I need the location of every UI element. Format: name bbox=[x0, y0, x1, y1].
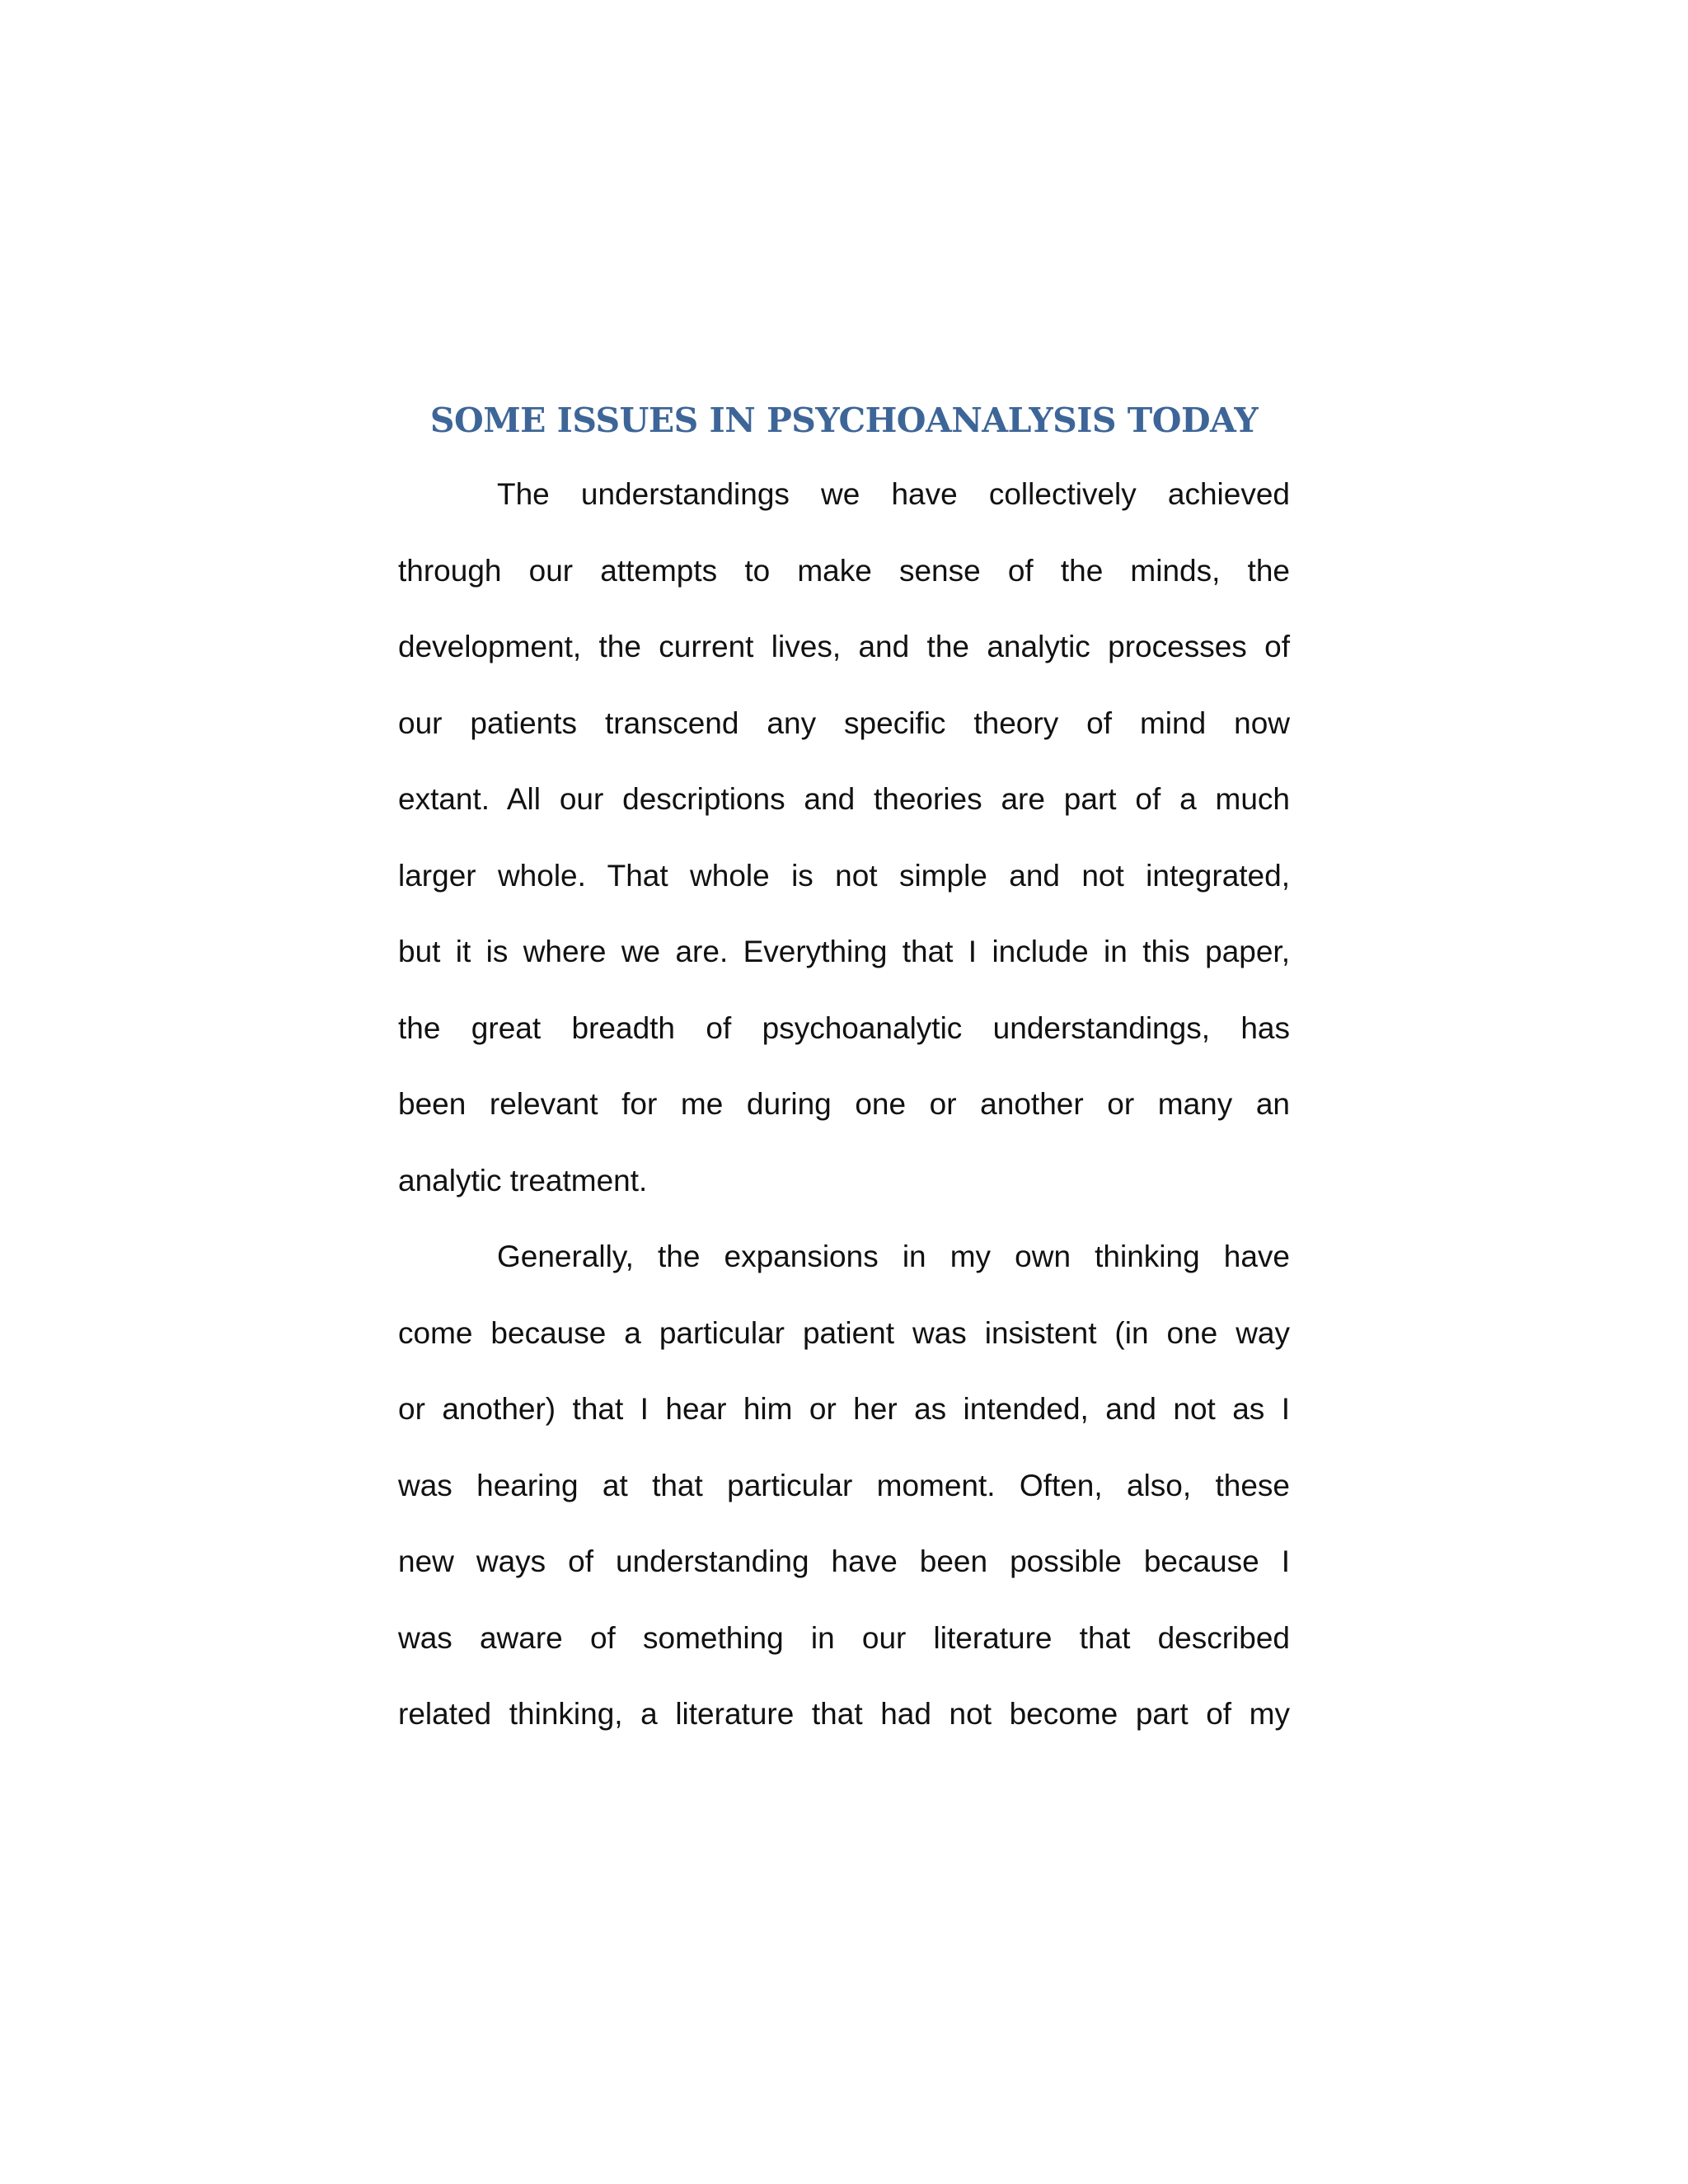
text-line: related thinking, a literature that had not become part of my bbox=[398, 1697, 1290, 1731]
text-line: or another) that I hear him or her as intended, and not as I bbox=[398, 1392, 1290, 1426]
text-line: come because a particular patient was insistent (in one way bbox=[398, 1315, 1290, 1350]
text-line: was aware of something in our literature that described bbox=[398, 1620, 1290, 1655]
text-line: our patients transcend any specific theory of mind now bbox=[398, 705, 1290, 740]
text-line: larger whole. That whole is not simple and not integrated, bbox=[398, 858, 1290, 893]
text-line: was hearing at that particular moment. Often, also, these bbox=[398, 1468, 1290, 1502]
document-body bbox=[398, 468, 1290, 1765]
text-line: extant. All our descriptions and theories are part of a much bbox=[398, 782, 1290, 816]
text-line: but it is where we are. Everything that I include in this paper, bbox=[398, 935, 1290, 968]
text-line: Generally, the expansions in my own thinking have bbox=[497, 1240, 1290, 1273]
text-line: development, the current lives, and the analytic processes of bbox=[398, 630, 1290, 663]
text-line: through our attempts to make sense of the minds, the bbox=[398, 553, 1290, 588]
text-line: been relevant for me during one or another or many an bbox=[398, 1087, 1290, 1121]
paragraph-2 bbox=[398, 1230, 1290, 1765]
document-title: SOME ISSUES IN PSYCHOANALYSIS TODAY bbox=[429, 401, 1259, 440]
text-line: new ways of understanding have been possible because I bbox=[398, 1544, 1290, 1578]
text-line: The understandings we have collectively achieved bbox=[497, 477, 1290, 511]
text-line: analytic treatment. bbox=[398, 1163, 648, 1197]
text-line: the great breadth of psychoanalytic understandings, has bbox=[398, 1010, 1290, 1045]
paragraph-1 bbox=[398, 468, 1290, 1230]
